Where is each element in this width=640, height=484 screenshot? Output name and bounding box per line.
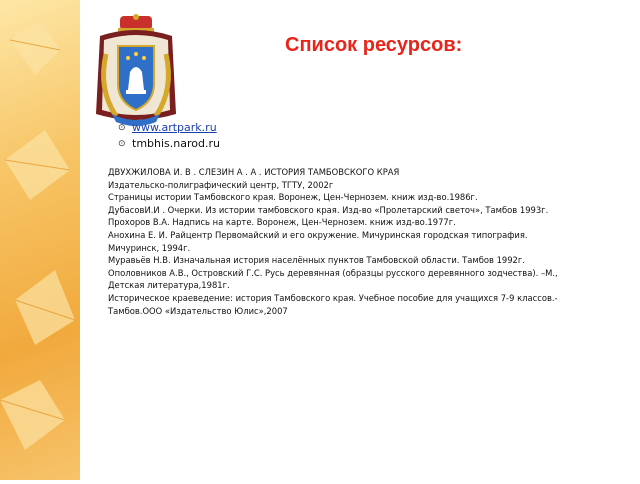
bibliography-entry: Прохоров В.А. Надпись на карте. Воронеж, Цен-Чернозем. книж изд-во.1977г. (108, 217, 456, 228)
resource-links (118, 120, 220, 152)
bullet-icon: ⊙ (118, 139, 126, 149)
list-item (118, 136, 220, 152)
bibliography-entry: Ополовников А.В., Островский Г.С. Русь деревянная (образцы русского деревянного зодчества). –М., Детская литература,1981г. (108, 267, 558, 291)
decorative-leaf-panel (0, 0, 80, 480)
tmbhis-text: tmbhis.narod.ru (132, 137, 220, 150)
slide-title: Список ресурсов: (285, 34, 463, 56)
bibliography-entry: Анохина Е. И. Райцентр Первомайский и его окружение. Мичуринская городская типография. Мичуринск, 1994г. (108, 229, 528, 253)
bibliography-entry: ДВУХЖИЛОВА И. В . СЛЕЗИН А . А . ИСТОРИЯ ТАМБОВСКОГО КРАЯ (108, 167, 400, 177)
tambov-coat-of-arms-icon (92, 14, 180, 130)
bibliography-entry: Страницы истории Тамбовского края. Воронеж, Цен-Чернозем. книж изд-во.1986г. (108, 192, 478, 203)
bibliography-list (108, 166, 563, 317)
bibliography-entry: Издательско-полиграфический центр, ТГТУ, 2002г (108, 179, 334, 190)
artpark-link[interactable]: www.artpark.ru (132, 121, 217, 134)
bibliography-entry: Муравьёв Н.В. Изначальная история населённых пунктов Тамбовской области. Тамбов 1992г. (108, 255, 525, 266)
list-item (118, 120, 220, 136)
bibliography-entry: Историческое краеведение: история Тамбовского края. Учебное пособие для учащихся 7-9 классов.-Тамбов.ООО «Издательство Юлис»,2007 (108, 292, 558, 316)
bullet-icon: ⊙ (118, 123, 126, 133)
autumn-leaves-icon (0, 0, 80, 480)
bibliography-entry: ДубасовИ.И . Очерки. Из истории тамбовского края. Изд-во «Пролетарский светоч», Тамбов 1993г. (108, 204, 549, 215)
